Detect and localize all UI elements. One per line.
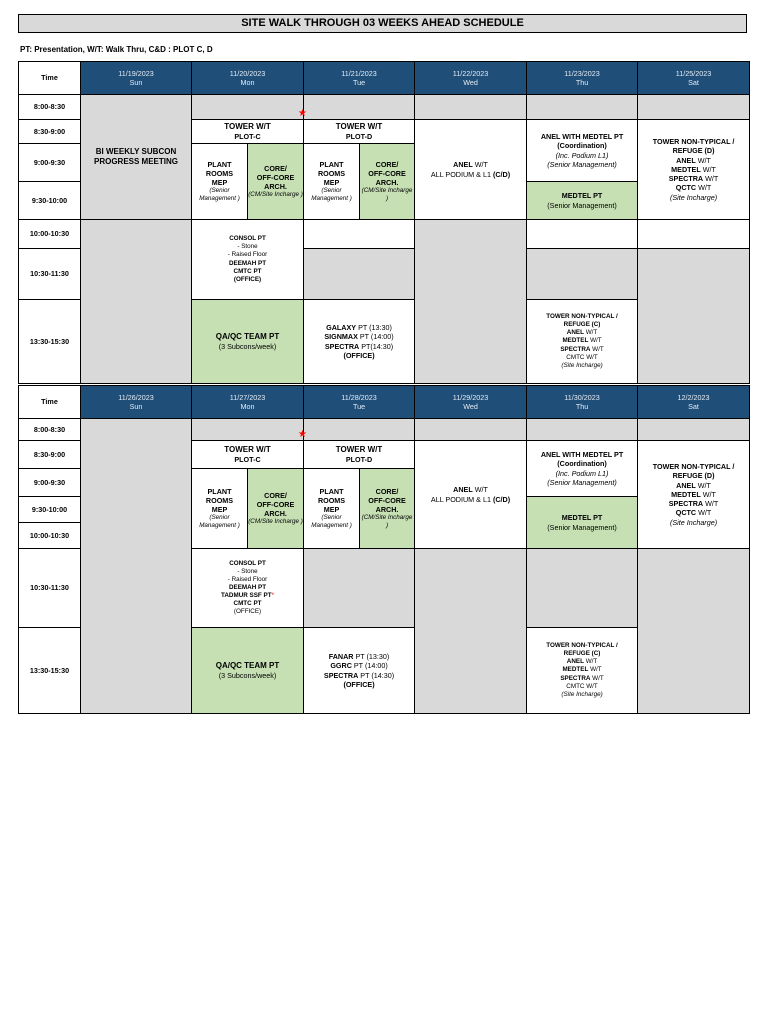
mon-qaqc-cell: QA/QC TEAM PT (3 Subcons/week): [192, 628, 304, 714]
thu-tower-cell: TOWER NON-TYPICAL / REFUGE (C) ANEL W/T MEDTEL W/T SPECTRA W/T CMTC W/T (Site Incharge): [527, 628, 638, 714]
empty-cell: [81, 220, 192, 384]
schedule-week-1: [18, 61, 750, 384]
mon-tower-wt-cell: TOWER W/T PLOT-C: [192, 120, 304, 144]
mon-plant-rooms-cell: PLANT ROOMS MEP (Senior Management ): [192, 144, 248, 220]
time-slot: 8:30-9:00: [19, 120, 81, 144]
star-icon: ★: [298, 429, 307, 440]
time-slot: 13:30-15:30: [19, 300, 81, 384]
time-slot: 10:30-11:30: [19, 549, 81, 628]
empty-cell: [638, 549, 750, 714]
page-title: SITE WALK THROUGH 03 WEEKS AHEAD SCHEDULE: [18, 14, 747, 33]
empty-cell: [192, 419, 304, 441]
empty-cell: [415, 220, 527, 384]
empty-cell: [638, 419, 750, 441]
time-slot: 9:00-9:30: [19, 469, 81, 497]
mon-tower-wt-cell: TOWER W/T PLOT-C: [192, 441, 304, 469]
day-header-sat: 11/25/2023 Sat: [638, 62, 750, 95]
empty-cell: [527, 249, 638, 300]
empty-cell: [81, 419, 192, 714]
time-slot: 8:00-8:30: [19, 95, 81, 120]
time-header: Time: [19, 62, 81, 95]
sat-tower-cell: TOWER NON-TYPICAL / REFUGE (D) ANEL W/T MEDTEL W/T SPECTRA W/T QCTC W/T (Site Incharge): [638, 120, 750, 220]
time-slot: 9:00-9:30: [19, 144, 81, 182]
tue-tower-wt-cell: TOWER W/T PLOT-D: [304, 441, 415, 469]
day-header-wed: 11/29/2023 Wed: [415, 386, 527, 419]
empty-cell: [527, 549, 638, 628]
empty-cell: [415, 95, 527, 120]
mon-core-arch-cell: CORE/ OFF-CORE ARCH. (CM/Site Incharge ): [248, 144, 304, 220]
time-slot: 10:00-10:30: [19, 220, 81, 249]
thu-medtel-cell: MEDTEL PT (Senior Management): [527, 182, 638, 220]
day-header-wed: 11/22/2023 Wed: [415, 62, 527, 95]
wed-anel-cell: ANEL W/T ALL PODIUM & L1 (C/D): [415, 441, 527, 549]
legend-text: PT: Presentation, W/T: Walk Thru, C&D : PLOT C, D: [20, 45, 213, 54]
time-slot: 10:30-11:30: [19, 249, 81, 300]
empty-cell: [527, 419, 638, 441]
time-slot: 9:30-10:00: [19, 182, 81, 220]
empty-cell: [638, 249, 750, 384]
empty-cell: [527, 95, 638, 120]
schedule-week-2: [18, 385, 750, 714]
star-icon: ★: [298, 108, 307, 119]
tue-core-arch-cell: CORE/ OFF-CORE ARCH. (CM/Site Incharge ): [360, 144, 415, 220]
thu-anel-medtel-cell: ANEL WITH MEDTEL PT (Coordination) (Inc. Podium L1) (Senior Management): [527, 441, 638, 497]
sat-tower-cell: TOWER NON-TYPICAL / REFUGE (D) ANEL W/T MEDTEL W/T SPECTRA W/T QCTC W/T (Site Incharge): [638, 441, 750, 549]
tue-tower-wt-cell: TOWER W/T PLOT-D: [304, 120, 415, 144]
mon-consol-cell: CONSOL PT - Stone - Raised Floor DEEMAH PT CMTC PT (OFFICE): [192, 220, 304, 300]
time-slot: 13:30-15:30: [19, 628, 81, 714]
day-header-tue: 11/28/2023 Tue: [304, 386, 415, 419]
empty-cell: [304, 549, 415, 628]
day-header-mon: 11/20/2023 Mon: [192, 62, 304, 95]
mon-plant-rooms-cell: PLANT ROOMS MEP (Senior Management ): [192, 469, 248, 549]
mon-qaqc-cell: QA/QC TEAM PT (3 Subcons/week): [192, 300, 304, 384]
mon-consol-cell: CONSOL PT - Stone - Raised Floor DEEMAH PT TADMUR SSF PT* CMTC PT (OFFICE): [192, 549, 304, 628]
tue-plant-rooms-cell: PLANT ROOMS MEP (Senior Management ): [304, 469, 360, 549]
day-header-sat: 12/2/2023 Sat: [638, 386, 750, 419]
day-header-mon: 11/27/2023 Mon: [192, 386, 304, 419]
empty-cell: [638, 95, 750, 120]
time-slot: 9:30-10:00: [19, 497, 81, 523]
time-slot: 10:00-10:30: [19, 523, 81, 549]
time-header: Time: [19, 386, 81, 419]
day-header-tue: 11/21/2023 Tue: [304, 62, 415, 95]
empty-cell: [415, 549, 527, 714]
tue-plant-rooms-cell: PLANT ROOMS MEP (Senior Management ): [304, 144, 360, 220]
tue-core-arch-cell: CORE/ OFF-CORE ARCH. (CM/Site Incharge ): [360, 469, 415, 549]
empty-cell: [304, 95, 415, 120]
time-slot: 8:30-9:00: [19, 441, 81, 469]
day-header-thu: 11/30/2023 Thu: [527, 386, 638, 419]
day-header-thu: 11/23/2023 Thu: [527, 62, 638, 95]
wed-anel-cell: ANEL W/T ALL PODIUM & L1 (C/D): [415, 120, 527, 220]
empty-cell: [304, 419, 415, 441]
thu-tower-cell: TOWER NON-TYPICAL / REFUGE (C) ANEL W/T MEDTEL W/T SPECTRA W/T CMTC W/T (Site Incharge): [527, 300, 638, 384]
empty-cell: [638, 220, 750, 249]
tue-pt-cell: GALAXY PT (13:30) SIGNMAX PT (14:00) SPECTRA PT(14:30) (OFFICE): [304, 300, 415, 384]
thu-anel-medtel-cell: ANEL WITH MEDTEL PT (Coordination) (Inc. Podium L1) (Senior Management): [527, 120, 638, 182]
empty-cell: [192, 95, 304, 120]
day-header-sun: 11/26/2023 Sun: [81, 386, 192, 419]
mon-core-arch-cell: CORE/ OFF-CORE ARCH. (CM/Site Incharge ): [248, 469, 304, 549]
day-header-sun: 11/19/2023 Sun: [81, 62, 192, 95]
time-slot: 8:00-8:30: [19, 419, 81, 441]
empty-cell: [527, 220, 638, 249]
empty-cell: [304, 220, 415, 249]
empty-cell: [304, 249, 415, 300]
empty-cell: [415, 419, 527, 441]
tue-pt-cell: FANAR PT (13:30) GGRC PT (14:00) SPECTRA PT (14:30) (OFFICE): [304, 628, 415, 714]
thu-medtel-cell: MEDTEL PT (Senior Management): [527, 497, 638, 549]
sun-meeting-cell: BI WEEKLY SUBCON PROGRESS MEETING: [81, 95, 192, 220]
